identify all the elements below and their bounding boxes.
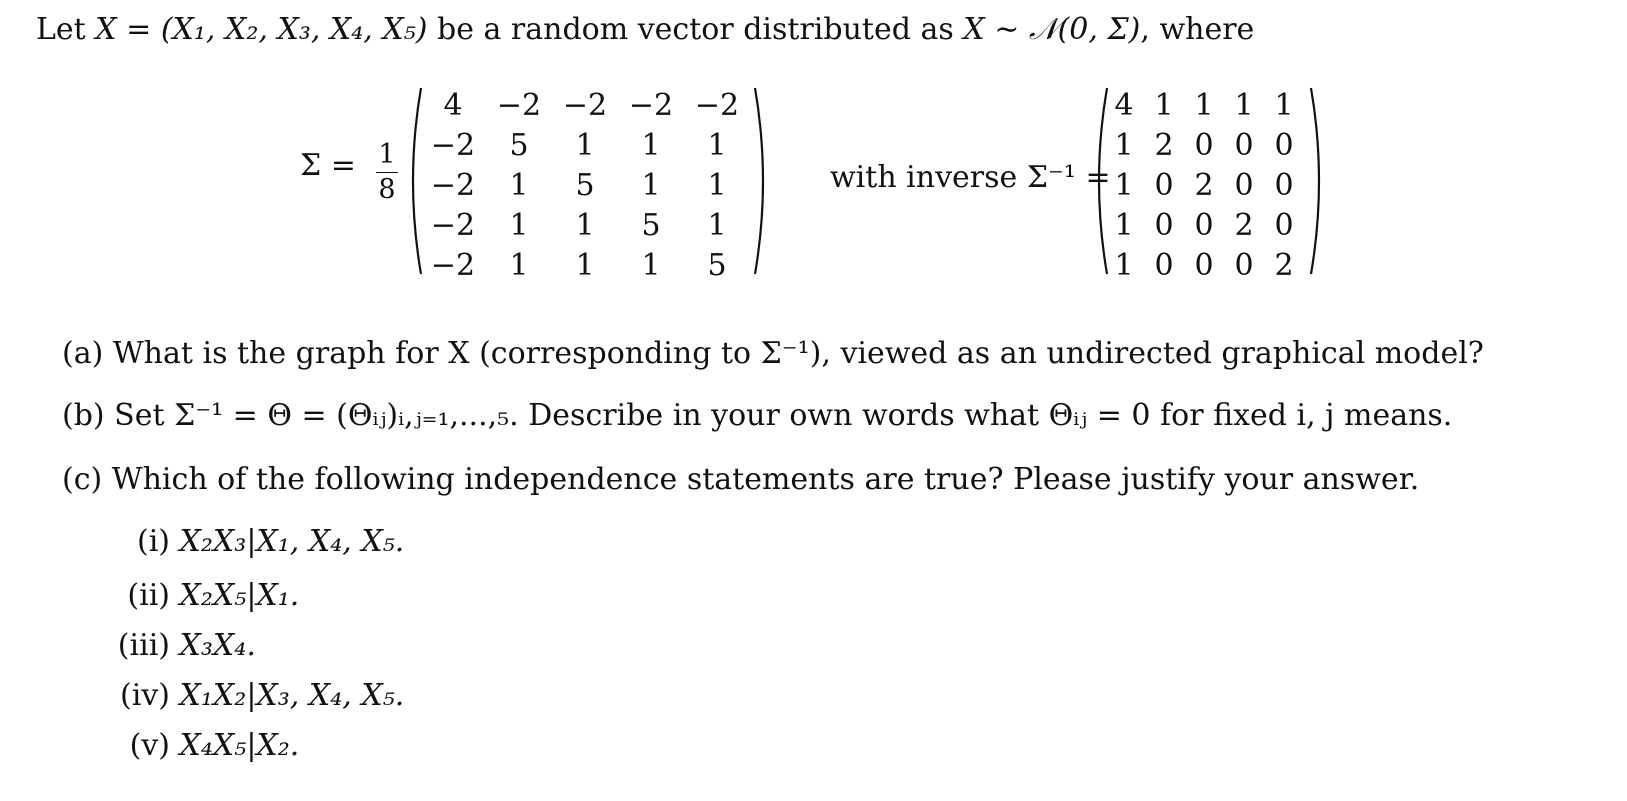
inverse-matrix-cell: 1 xyxy=(1114,248,1134,283)
question-c-text: Which of the following independence statements are true? Please justify your answer. xyxy=(111,462,1420,497)
sigma-matrix-cell: 1 xyxy=(509,248,529,283)
sigma-matrix-cell: 5 xyxy=(575,168,595,203)
intro-distribution: X ∼ 𝒩(0, Σ) xyxy=(963,12,1141,47)
inverse-matrix-row xyxy=(1104,166,1304,206)
question-c xyxy=(62,462,1419,497)
inverse-matrix-cell: 1 xyxy=(1154,88,1174,123)
sigma-matrix-row xyxy=(420,166,750,206)
question-a-label: (a) xyxy=(62,336,104,371)
inverse-matrix-cell: 0 xyxy=(1194,208,1214,243)
intro-line xyxy=(36,12,1254,47)
inverse-matrix-row xyxy=(1104,126,1304,166)
inverse-matrix-cell: 0 xyxy=(1154,168,1174,203)
statement-iii xyxy=(90,628,256,663)
inverse-matrix-cell: 1 xyxy=(1114,168,1134,203)
sigma-matrix-cell: 1 xyxy=(509,208,529,243)
sigma-matrix-cell: 1 xyxy=(641,248,661,283)
sigma-right-paren xyxy=(752,86,772,276)
sigma-matrix-cell: −2 xyxy=(694,88,740,123)
inverse-matrix-cell: 2 xyxy=(1234,208,1254,243)
fraction-denominator: 8 xyxy=(378,174,396,205)
inverse-matrix-cell: 0 xyxy=(1234,248,1254,283)
sigma-matrix-cell: −2 xyxy=(430,168,476,203)
sigma-matrix-cell: 1 xyxy=(575,248,595,283)
sigma-matrix-cell: −2 xyxy=(496,88,542,123)
sigma-matrix-cell: 1 xyxy=(707,168,727,203)
sigma-matrix-cell: 1 xyxy=(509,168,529,203)
statement-v-text: X₄X₅|X₂. xyxy=(179,728,300,763)
statement-v xyxy=(90,728,299,763)
inverse-matrix-cell: 0 xyxy=(1274,128,1294,163)
statement-i-text: X₂X₃|X₁, X₄, X₅. xyxy=(179,524,405,559)
sigma-matrix-cell: 5 xyxy=(509,128,529,163)
intro-equation: X = (X₁, X₂, X₃, X₄, X₅) xyxy=(95,12,428,47)
sigma-matrix-cell: −2 xyxy=(430,248,476,283)
inverse-matrix-cell: 1 xyxy=(1194,88,1214,123)
inverse-matrix-cell: 0 xyxy=(1194,128,1214,163)
intro-suffix: , where xyxy=(1140,12,1255,47)
sigma-matrix-cell: 4 xyxy=(443,88,463,123)
statement-iv-label: (iv) xyxy=(120,678,170,713)
inverse-matrix-cell: 1 xyxy=(1274,88,1294,123)
sigma-matrix-cell: 1 xyxy=(641,168,661,203)
statement-v-label: (v) xyxy=(129,728,170,763)
sigma-matrix-cell: 1 xyxy=(575,128,595,163)
inverse-matrix-cell: 2 xyxy=(1194,168,1214,203)
question-a xyxy=(62,336,1484,371)
sigma-matrix-cell: 5 xyxy=(707,248,727,283)
statement-iii-text: X₃X₄. xyxy=(179,628,256,663)
inverse-matrix-cell: 2 xyxy=(1274,248,1294,283)
statement-ii-text: X₂X₅|X₁. xyxy=(179,578,300,613)
inverse-matrix-cell: 0 xyxy=(1154,208,1174,243)
sigma-matrix-cell: −2 xyxy=(430,128,476,163)
statement-i-label: (i) xyxy=(136,524,170,559)
sigma-lhs: Σ = xyxy=(300,148,356,183)
statement-iii-label: (iii) xyxy=(117,628,170,663)
inverse-right-paren xyxy=(1308,86,1328,276)
inverse-matrix-cell: 4 xyxy=(1114,88,1134,123)
sigma-matrix-row xyxy=(420,206,750,246)
inverse-matrix-cell: 2 xyxy=(1154,128,1174,163)
statement-i xyxy=(90,524,404,559)
intro-prefix: Let xyxy=(36,12,96,47)
inverse-matrix-cell: 0 xyxy=(1234,168,1254,203)
sigma-matrix-cell: 5 xyxy=(641,208,661,243)
sigma-matrix xyxy=(420,86,750,286)
statement-iv xyxy=(90,678,404,713)
inverse-label: with inverse Σ⁻¹ = xyxy=(830,160,1111,195)
intro-middle: be a random vector distributed as xyxy=(427,12,964,47)
inverse-matrix xyxy=(1104,86,1304,286)
question-a-text: What is the graph for X (corresponding to Σ⁻¹), viewed as an undirected graphical model? xyxy=(112,336,1484,371)
sigma-matrix-row xyxy=(420,86,750,126)
sigma-matrix-cell: 1 xyxy=(641,128,661,163)
sigma-matrix-row xyxy=(420,126,750,166)
inverse-matrix-cell: 1 xyxy=(1114,128,1134,163)
sigma-matrix-cell: −2 xyxy=(628,88,674,123)
fraction-bar xyxy=(376,172,398,173)
sigma-matrix-cell: 1 xyxy=(575,208,595,243)
sigma-matrix-cell: 1 xyxy=(707,128,727,163)
inverse-matrix-cell: 0 xyxy=(1234,128,1254,163)
sigma-matrix-cell: 1 xyxy=(707,208,727,243)
question-b-label: (b) xyxy=(62,398,105,433)
sigma-matrix-cell: −2 xyxy=(430,208,476,243)
question-b xyxy=(62,398,1452,433)
sigma-matrix-row xyxy=(420,246,750,286)
inverse-matrix-row xyxy=(1104,206,1304,246)
statement-iv-text: X₁X₂|X₃, X₄, X₅. xyxy=(179,678,405,713)
inverse-matrix-cell: 0 xyxy=(1274,208,1294,243)
question-b-text: Set Σ⁻¹ = Θ = (Θᵢⱼ)ᵢ,ⱼ₌₁,...,₅. Describe in your own words what Θᵢⱼ = 0 for fixed i, j means. xyxy=(114,398,1453,433)
sigma-matrix-cell: −2 xyxy=(562,88,608,123)
fraction-numerator: 1 xyxy=(378,139,396,170)
inverse-matrix-cell: 1 xyxy=(1234,88,1254,123)
inverse-matrix-row xyxy=(1104,86,1304,126)
question-c-label: (c) xyxy=(62,462,103,497)
sigma-fraction xyxy=(376,140,398,205)
statement-ii xyxy=(90,578,299,613)
inverse-matrix-cell: 0 xyxy=(1274,168,1294,203)
inverse-matrix-cell: 0 xyxy=(1154,248,1174,283)
inverse-matrix-cell: 0 xyxy=(1194,248,1214,283)
inverse-matrix-row xyxy=(1104,246,1304,286)
statement-ii-label: (ii) xyxy=(127,578,170,613)
inverse-matrix-cell: 1 xyxy=(1114,208,1134,243)
